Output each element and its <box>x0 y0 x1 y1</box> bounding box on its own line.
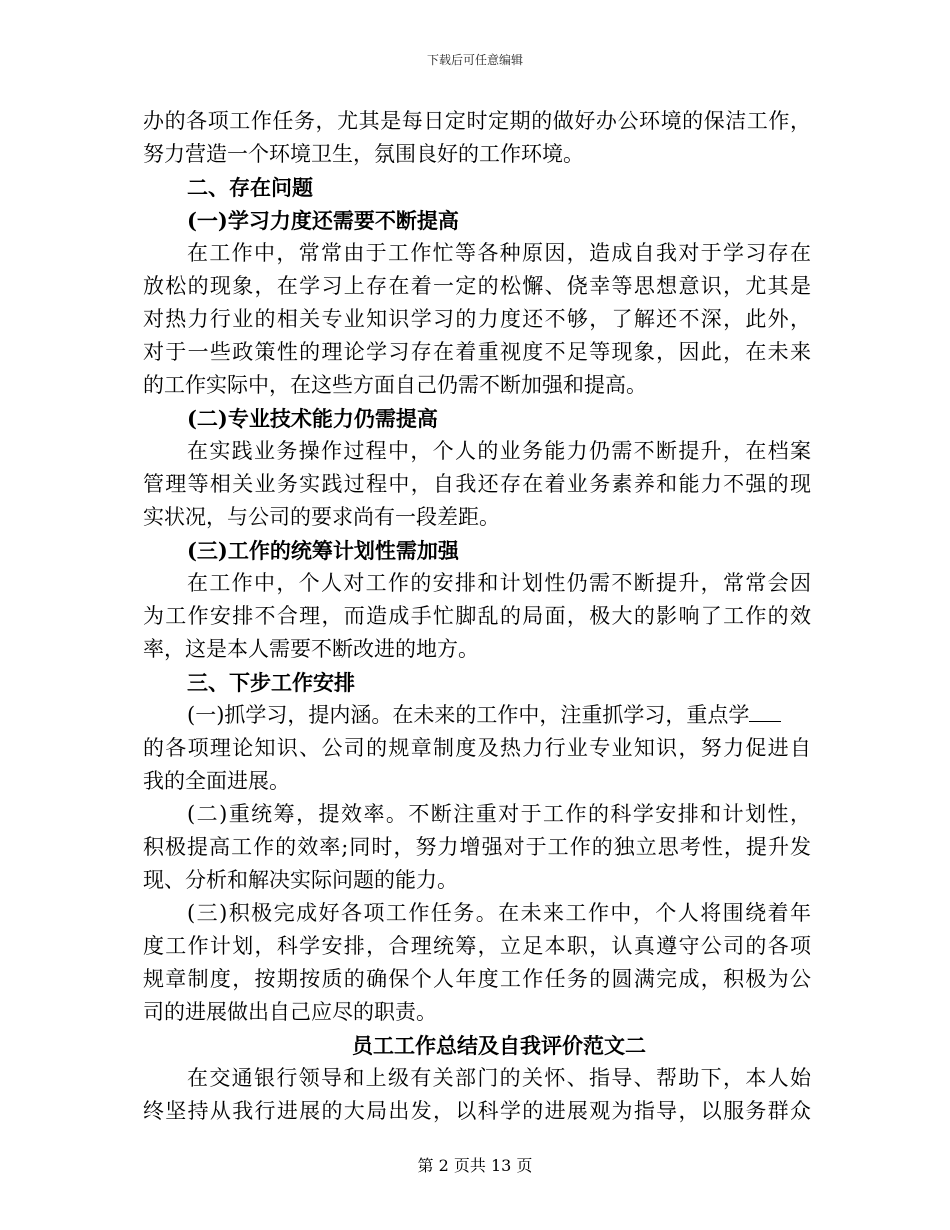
page-header: 下载后可任意编辑 <box>426 53 523 67</box>
paragraph-line: 在实践业务操作过程中，个人的业务能力仍需不断提升，在档案 <box>187 439 811 463</box>
paragraph-line: 管理等相关业务实践过程中，自我还存在着业务素养和能力不强的现 <box>143 472 811 496</box>
section-heading: 二、存在问题 <box>187 175 313 200</box>
section-heading: 三、下步工作安排 <box>187 670 355 695</box>
paragraph-line: 积极提高工作的效率;同时，努力增强对于工作的独立思考性，提升发 <box>143 835 811 859</box>
subsection-heading: (一)学习力度还需要不断提高 <box>187 208 459 233</box>
paragraph-line: 终坚持从我行进展的大局出发，以科学的进展观为指导，以服务群众 <box>143 1099 811 1123</box>
paragraph-line: 的各项理论知识、公司的规章制度及热力行业专业知识，努力促进自 <box>143 736 811 760</box>
paragraph-line: 放松的现象，在学习上存在着一定的松懈、侥幸等思想意识，尤其是 <box>143 274 811 298</box>
paragraph-line: 率，这是本人需要不断改进的地方。 <box>143 637 479 661</box>
page-footer: 第 2 页共 13 页 <box>417 1156 533 1175</box>
paragraph-line: (三)积极完成好各项工作任务。在未来工作中，个人将围绕着年 <box>187 901 811 925</box>
paragraph-line: 在交通银行领导和上级有关部门的关怀、指导、帮助下，本人始 <box>187 1066 811 1090</box>
paragraph-line: 对于一些政策性的理论学习存在着重视度不足等现象，因此，在未来 <box>143 340 811 364</box>
subsection-heading: (三)工作的统筹计划性需加强 <box>187 538 459 563</box>
paragraph-line: 司的进展做出自己应尽的职责。 <box>143 1000 437 1024</box>
paragraph-line: 现、分析和解决实际问题的能力。 <box>143 868 458 892</box>
paragraph-line: 度工作计划，科学安排，合理统筹，立足本职，认真遵守公司的各项 <box>143 934 811 958</box>
paragraph-line: 对热力行业的相关专业知识学习的力度还不够，了解还不深，此外， <box>143 307 811 331</box>
paragraph-line: 实状况，与公司的要求尚有一段差距。 <box>143 505 500 529</box>
paragraph-line: 在工作中，常常由于工作忙等各种原因，造成自我对于学习存在 <box>187 241 811 265</box>
fill-in-blank <box>749 701 781 722</box>
document-body <box>143 105 811 1128</box>
paragraph-text: (一)抓学习，提内涵。在未来的工作中，注重抓学习，重点学 <box>187 703 750 727</box>
paragraph-line <box>143 699 811 732</box>
article-title: 员工工作总结及自我评价范文二 <box>352 1033 646 1058</box>
paragraph-line: 在工作中，个人对工作的安排和计划性仍需不断提升，常常会因 <box>187 571 811 595</box>
paragraph-line: 努力营造一个环境卫生，氛围良好的工作环境。 <box>143 142 584 166</box>
paragraph-line: 为工作安排不合理，而造成手忙脚乱的局面，极大的影响了工作的效 <box>143 604 811 628</box>
paragraph-line: (二)重统筹，提效率。不断注重对于工作的科学安排和计划性， <box>187 802 811 826</box>
paragraph-line: 我的全面进展。 <box>143 769 290 793</box>
paragraph-line: 的工作实际中，在这些方面自己仍需不断加强和提高。 <box>143 373 647 397</box>
paragraph-line: 规章制度，按期按质的确保个人年度工作任务的圆满完成，积极为公 <box>143 967 811 991</box>
subsection-heading: (二)专业技术能力仍需提高 <box>187 406 438 431</box>
paragraph-line: 办的各项工作任务，尤其是每日定时定期的做好办公环境的保洁工作， <box>143 109 811 133</box>
